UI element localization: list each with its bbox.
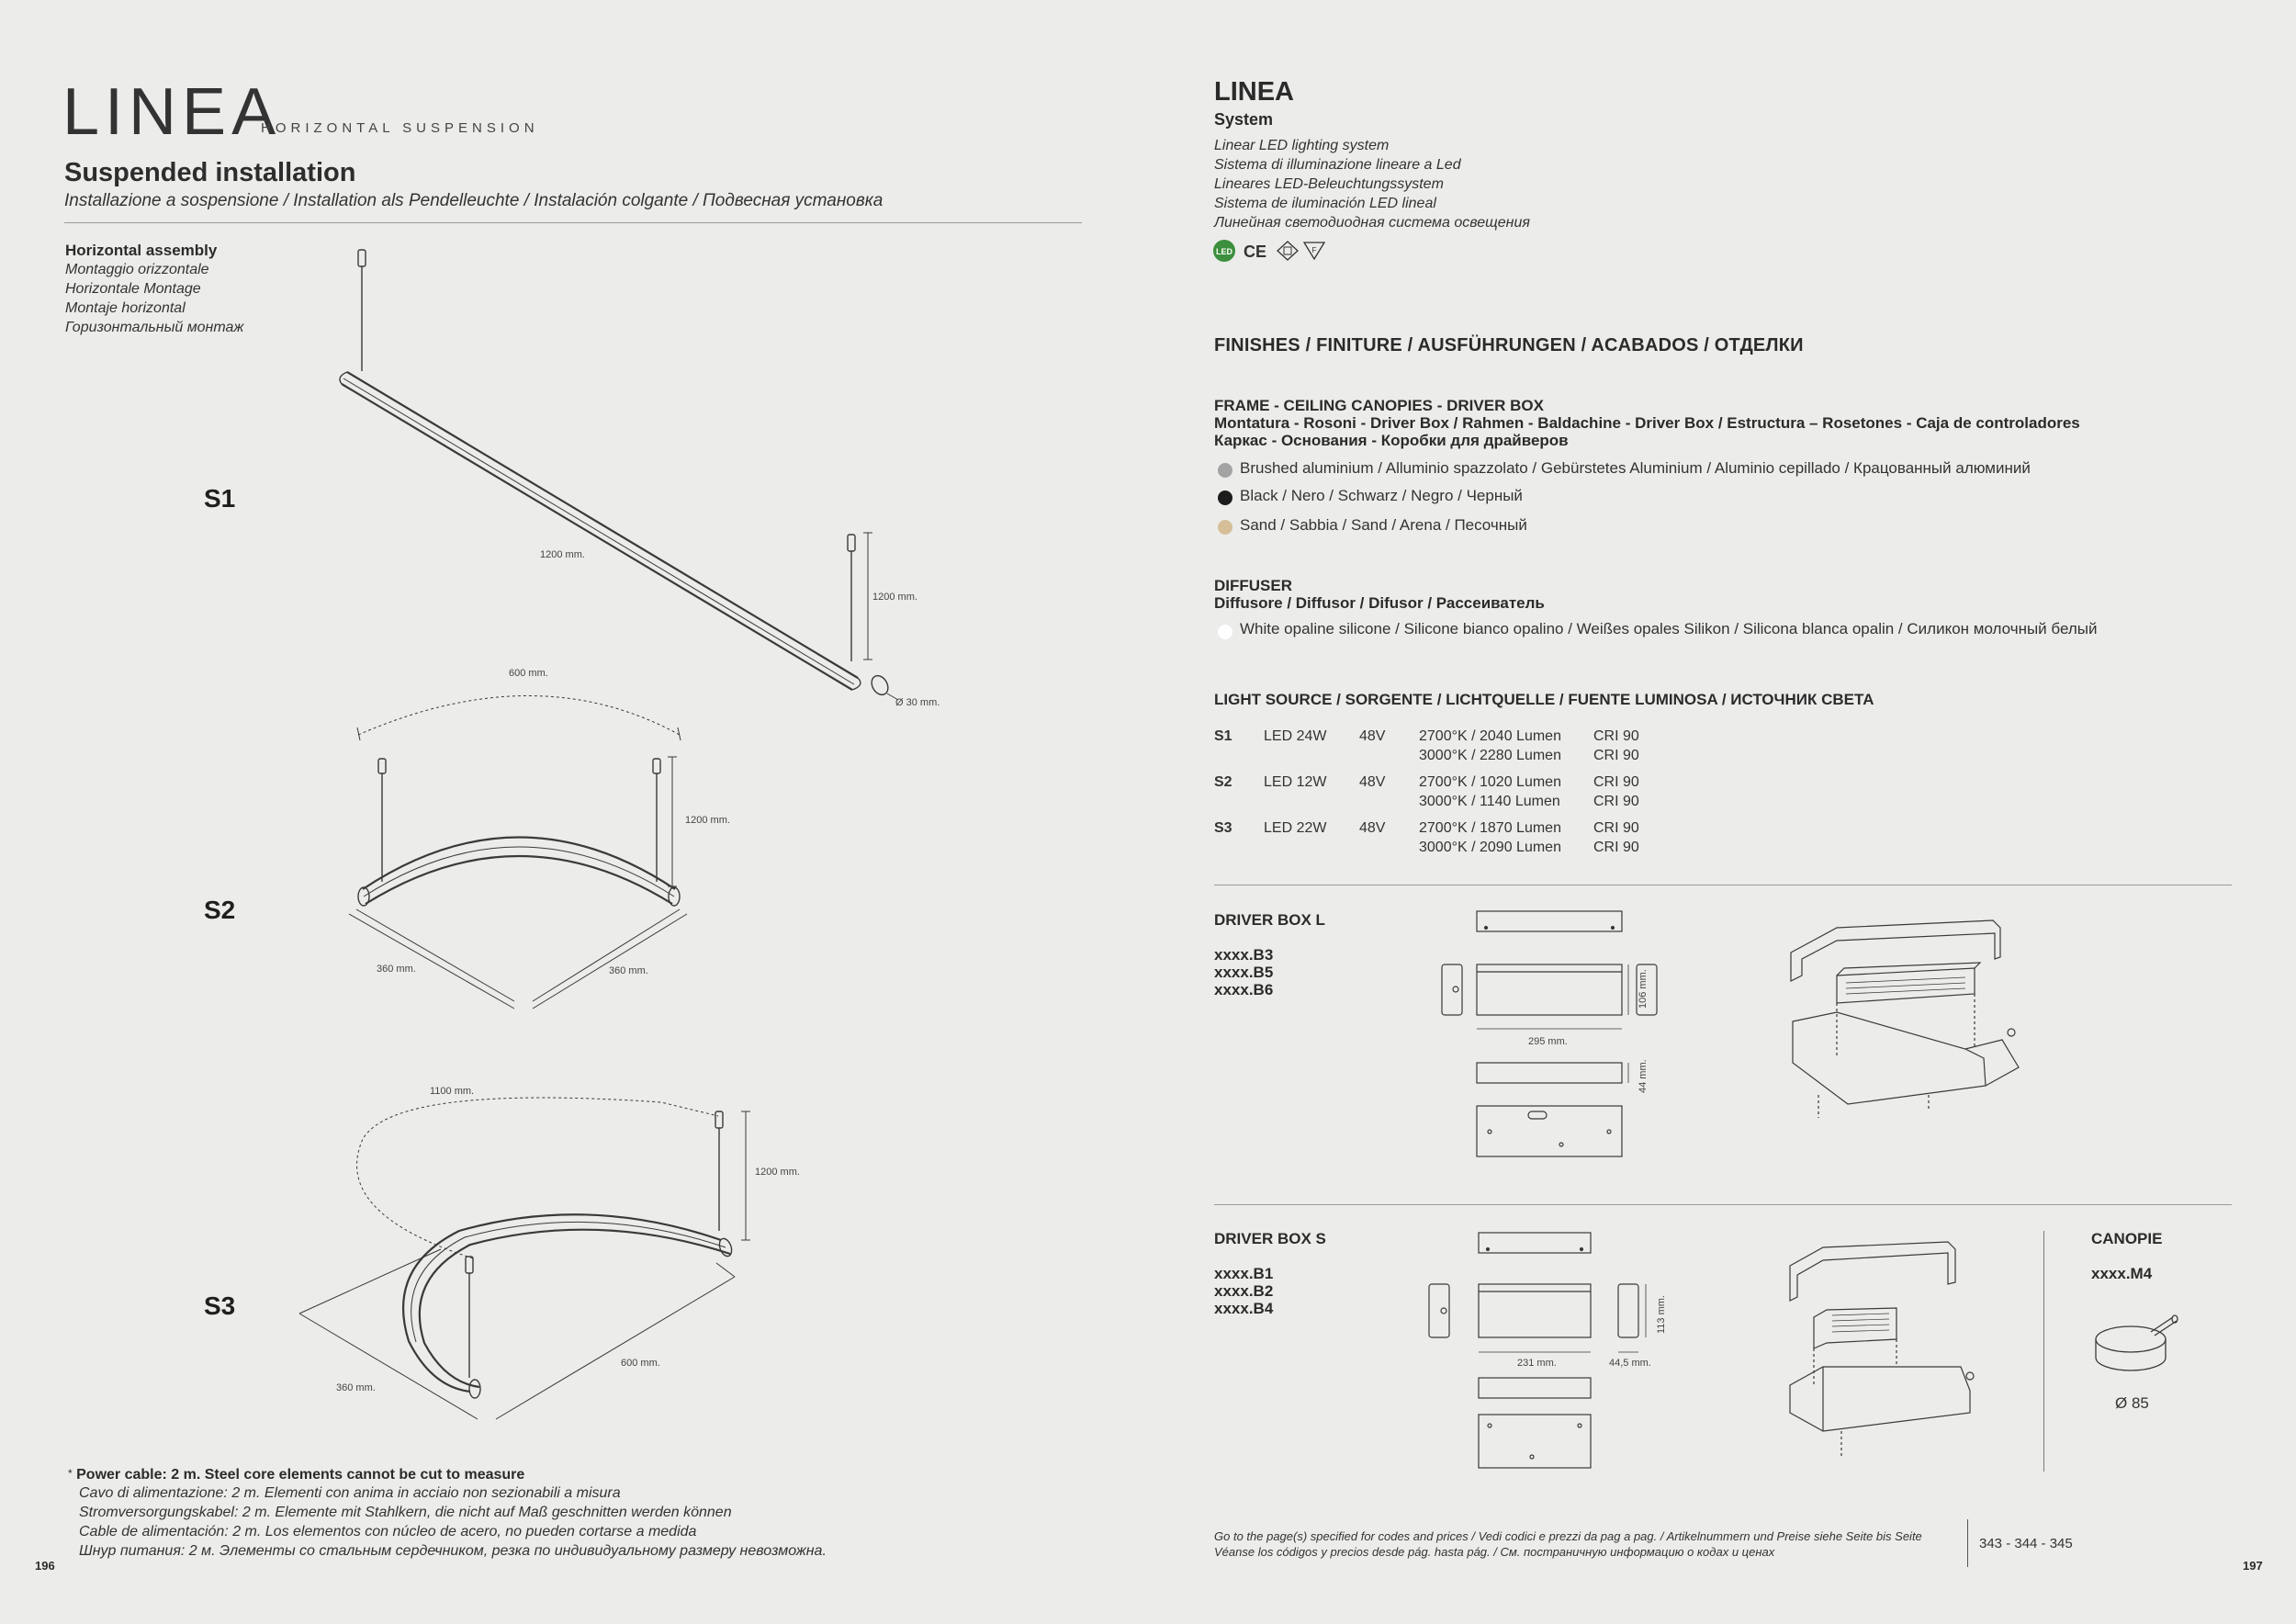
dim-label: 295 mm. xyxy=(1528,1036,1568,1047)
table-cell: 2700°K / 2040 Lumen xyxy=(1419,728,1561,744)
dim-label: 600 mm. xyxy=(621,1358,660,1369)
dim-label: Ø 30 mm. xyxy=(895,697,940,708)
dim-label: 231 mm. xyxy=(1517,1358,1557,1369)
diffuser-title: DIFFUSER xyxy=(1214,577,1292,594)
canopie-title: CANOPIE xyxy=(2091,1230,2163,1247)
assembly-line: Horizontale Montage xyxy=(65,281,201,297)
finishes-title: FINISHES / FINITURE / AUSFÜHRUNGEN / ACABADOS / ОТДЕЛКИ xyxy=(1214,335,1804,355)
system-brand: LINEA xyxy=(1214,77,1294,107)
frame-block xyxy=(1214,397,2080,449)
note-line: Stromversorgungskabel: 2 m. Elemente mit Stahlkern, die nicht auf Maß geschnitten werden können xyxy=(79,1505,732,1520)
s1-drawing xyxy=(340,250,898,700)
table-cell: LED 12W xyxy=(1264,774,1327,790)
note-line: Cable de alimentación: 2 m. Los elementos con núcleo de acero, no pueden cortarse a medida xyxy=(79,1524,697,1539)
assembly-title: Horizontal assembly xyxy=(65,242,218,259)
dim-label: 44,5 mm. xyxy=(1609,1358,1651,1369)
table-cell: 3000°K / 1140 Lumen xyxy=(1419,794,1560,809)
dim-label: 360 mm. xyxy=(336,1382,376,1393)
svg-text:LED: LED xyxy=(1216,247,1232,256)
product-code: xxxx.B4 xyxy=(1214,1300,1274,1317)
note-line: Cavo di alimentazione: 2 m. Elementi con anima in acciaio non sezionabili a misura xyxy=(79,1485,621,1501)
assembly-line: Montaggio orizzontale xyxy=(65,262,209,277)
table-cell: CRI 90 xyxy=(1593,820,1639,836)
canopie-diameter: Ø 85 xyxy=(2115,1394,2149,1412)
table-cell: CRI 90 xyxy=(1593,748,1639,763)
finish-label: Brushed aluminium / Alluminio spazzolato / Gebürstetes Aluminium / Aluminio cepillado / Крацованный алюминий xyxy=(1240,459,2031,477)
driver-box-s-codes xyxy=(1214,1265,1273,1317)
table-row xyxy=(1214,818,1639,857)
note-title: Power cable: 2 m. Steel core elements cannot be cut to measure xyxy=(76,1467,525,1483)
dim-label: 1200 mm. xyxy=(872,592,917,603)
model-label-s3: S3 xyxy=(204,1291,236,1320)
page-number-left: 196 xyxy=(35,1559,55,1573)
assembly-line: Montaje horizontal xyxy=(65,300,186,316)
canopie-drawing xyxy=(2085,1304,2204,1387)
table-cell: 3000°K / 2280 Lumen xyxy=(1419,748,1561,763)
product-code: xxxx.B5 xyxy=(1214,964,1274,981)
table-cell: 48V xyxy=(1359,728,1386,744)
class-ii-icon xyxy=(1277,242,1298,260)
svg-text:CE: CE xyxy=(1244,242,1267,261)
note-asterisk: * xyxy=(68,1467,73,1480)
driver-box-s-title: DRIVER BOX S xyxy=(1214,1230,1326,1247)
table-row xyxy=(1214,727,1639,765)
driver-box-l-drawing xyxy=(1433,900,2076,1157)
driver-box-l-title: DRIVER BOX L xyxy=(1214,911,1325,929)
table-cell: CRI 90 xyxy=(1593,774,1639,790)
finish-label: White opaline silicone / Silicone bianco opalino / Weißes opales Silikon / Silicona blanca opalin / Силикон молочный белый xyxy=(1240,620,2098,637)
table-cell: LED 22W xyxy=(1264,820,1327,836)
note-line: Шнур питания: 2 м. Элементы со стальным сердечником, резка по индивидуальному размеру невозможна. xyxy=(79,1543,827,1559)
table-cell: S1 xyxy=(1214,728,1232,744)
table-cell: 2700°K / 1020 Lumen xyxy=(1419,774,1561,790)
brand-subtitle: HORIZONTAL SUSPENSION xyxy=(261,120,539,136)
footer-divider xyxy=(1967,1519,1968,1567)
canopie-divider xyxy=(2043,1231,2044,1472)
system-line: Linear LED lighting system xyxy=(1214,138,1390,153)
dim-label: 113 mm. xyxy=(1656,1295,1667,1334)
dim-label: 360 mm. xyxy=(609,965,648,976)
system-line: Sistema de iluminación LED lineal xyxy=(1214,196,1436,211)
footer-line: Véanse los códigos y precios desde pág. hasta pág. / См. постраничную информацию о кодах и ценах xyxy=(1214,1545,1775,1559)
driver-box-l-codes xyxy=(1214,946,1273,998)
page-subtitle: Installazione a sospensione / Installation als Pendelleuchte / Instalación colgante / Подвесная установка xyxy=(64,191,884,210)
table-row xyxy=(1214,773,1639,811)
diffuser-line: Diffusore / Diffusor / Difusor / Рассеиватель xyxy=(1214,594,1545,612)
ce-icon xyxy=(1244,242,1266,261)
product-code: xxxx.B6 xyxy=(1214,981,1274,998)
frame-title: FRAME - CEILING CANOPIES - DRIVER BOX xyxy=(1214,397,1544,414)
dim-label: 44 mm. xyxy=(1638,1059,1649,1093)
model-label-s1: S1 xyxy=(204,484,236,513)
system-line: Линейная светодиодная система освещения xyxy=(1214,215,1530,231)
section-divider xyxy=(1214,1204,2232,1205)
light-source-table xyxy=(1214,727,1639,857)
svg-text:F: F xyxy=(1311,246,1317,254)
table-cell: S3 xyxy=(1214,820,1232,836)
dim-label: 1200 mm. xyxy=(685,815,730,826)
frame-line: Каркас - Основания - Коробки для драйверов xyxy=(1214,432,1569,449)
led-icon xyxy=(1213,240,1235,262)
finish-swatch-black xyxy=(1218,491,1232,505)
table-cell: 3000°K / 2090 Lumen xyxy=(1419,840,1561,855)
table-cell: 48V xyxy=(1359,820,1386,836)
diffuser-block xyxy=(1214,577,1545,612)
table-cell: CRI 90 xyxy=(1593,840,1639,855)
product-code: xxxx.B1 xyxy=(1214,1265,1274,1282)
f-mark-icon xyxy=(1304,242,1324,259)
page-number-right: 197 xyxy=(2243,1559,2263,1573)
driver-box-s-drawing xyxy=(1424,1222,2020,1479)
installation-drawings xyxy=(0,0,1148,1470)
finish-swatch-sand xyxy=(1218,520,1232,535)
system-line: Sistema di illuminazione lineare a Led xyxy=(1214,157,1461,173)
footer-pages: 343 - 344 - 345 xyxy=(1979,1536,2073,1551)
canopie-code: xxxx.M4 xyxy=(2091,1265,2153,1282)
dim-label: 106 mm. xyxy=(1638,969,1649,1009)
finish-label: Black / Nero / Schwarz / Negro / Черный xyxy=(1240,487,1523,504)
footer-line: Go to the page(s) specified for codes and prices / Vedi codici e prezzi da pag a pag. / Artikelnummern und Preise siehe Seite bis Seite xyxy=(1214,1529,1922,1543)
table-cell: 48V xyxy=(1359,774,1386,790)
certification-icons xyxy=(1212,237,1332,265)
dim-label: 1200 mm. xyxy=(540,549,585,560)
finish-label: Sand / Sabbia / Sand / Arena / Песочный xyxy=(1240,516,1527,534)
table-cell: S2 xyxy=(1214,774,1232,790)
s3-drawing xyxy=(299,1098,750,1419)
finish-swatch-white xyxy=(1218,625,1232,639)
model-label-s2: S2 xyxy=(204,896,236,924)
finish-swatch-aluminium xyxy=(1218,463,1232,478)
dim-label: 1200 mm. xyxy=(755,1167,800,1178)
dim-label: 1100 mm. xyxy=(430,1086,475,1097)
light-source-title: LIGHT SOURCE / SORGENTE / LICHTQUELLE / FUENTE LUMINOSA / ИСТОЧНИК СВЕТА xyxy=(1214,691,1874,708)
dim-label: 360 mm. xyxy=(377,964,416,975)
power-cable-note xyxy=(68,1467,986,1561)
table-cell: LED 24W xyxy=(1264,728,1327,744)
s2-drawing xyxy=(349,696,687,1009)
assembly-line: Горизонтальный монтаж xyxy=(65,320,244,335)
system-line: Lineares LED-Beleuchtungssystem xyxy=(1214,176,1444,192)
table-cell: 2700°K / 1870 Lumen xyxy=(1419,820,1561,836)
product-code: xxxx.B2 xyxy=(1214,1282,1274,1300)
table-cell: CRI 90 xyxy=(1593,794,1639,809)
table-cell: CRI 90 xyxy=(1593,728,1639,744)
system-subtitle: System xyxy=(1214,110,1274,129)
footer-note xyxy=(1214,1528,1995,1560)
brand-logo: LINEA xyxy=(62,75,282,149)
system-lines xyxy=(1214,136,1765,232)
frame-line: Montatura - Rosoni - Driver Box / Rahmen - Baldachine - Driver Box / Estructura – Rosetones - Caja de controladores xyxy=(1214,414,2080,432)
dim-label: 600 mm. xyxy=(509,668,548,679)
page-title: Suspended installation xyxy=(64,158,356,187)
product-code: xxxx.B3 xyxy=(1214,946,1274,964)
